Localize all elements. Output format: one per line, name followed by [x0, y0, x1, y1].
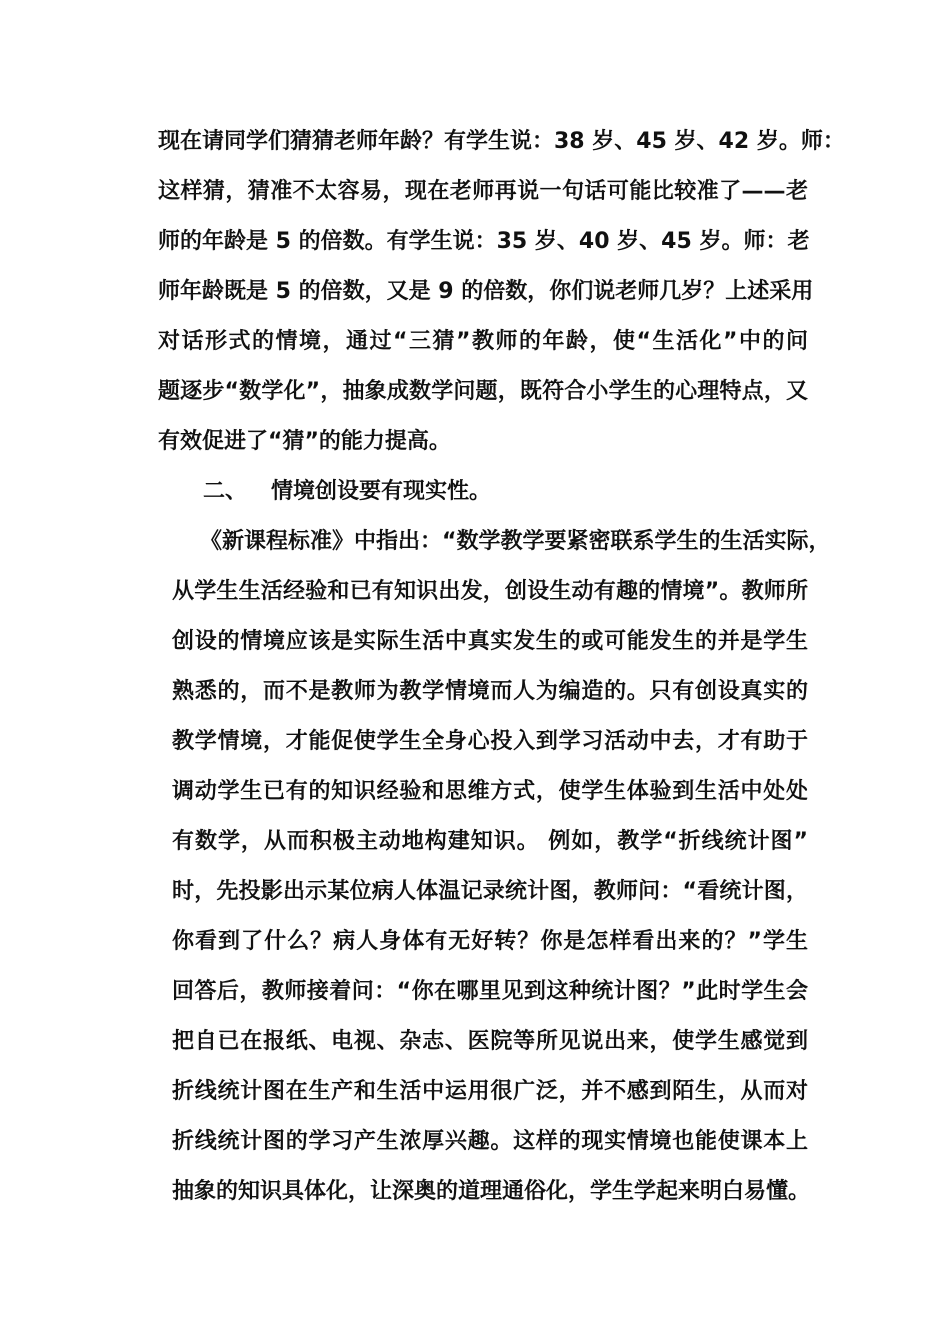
paragraph-line: 有数学，从而积极主动地构建知识。 例如，教学“折线统计图”: [172, 829, 808, 854]
paragraph-line: 师年龄既是 5 的倍数，又是 9 的倍数，你们说老师几岁？上述采用: [158, 279, 814, 304]
paragraph-line: 教学情境，才能促使学生全身心投入到学习活动中去，才有助于: [172, 729, 808, 754]
paragraph-line: 时，先投影出示某位病人体温记录统计图，教师问：“看统计图，: [172, 879, 808, 904]
paragraph-line: 调动学生已有的知识经验和思维方式，使学生体验到生活中处处: [172, 779, 808, 804]
paragraph-line: 题逐步“数学化”，抽象成数学问题，既符合小学生的心理特点，又: [158, 379, 808, 404]
paragraph-line: 现在请同学们猜猜老师年龄？有学生说：38 岁、45 岁、42 岁。师：: [158, 129, 845, 154]
paragraph-line: 熟悉的，而不是教师为教学情境而人为编造的。只有创设真实的: [172, 679, 808, 704]
paragraph-line: 你看到了什么？病人身体有无好转？你是怎样看出来的？”学生: [172, 929, 808, 954]
section-number: 二、: [203, 479, 248, 504]
paragraph-line: 抽象的知识具体化，让深奥的道理通俗化，学生学起来明白易懂。: [172, 1179, 811, 1204]
paragraph-line: 师的年龄是 5 的倍数。有学生说：35 岁、40 岁、45 岁。师：老: [158, 229, 810, 254]
paragraph-line: 从学生生活经验和已有知识出发，创设生动有趣的情境”。教师所: [172, 579, 808, 604]
paragraph-line: 有效促进了“猜”的能力提高。: [158, 429, 451, 454]
paragraph-line: 这样猜，猜准不太容易，现在老师再说一句话可能比较准了——老: [158, 179, 808, 204]
paragraph-line: 折线统计图的学习产生浓厚兴趣。这样的现实情境也能使课本上: [172, 1129, 808, 1154]
paragraph-line: 折线统计图在生产和生活中运用很广泛，并不感到陌生，从而对: [172, 1079, 808, 1104]
paragraph-line: 创设的情境应该是实际生活中真实发生的或可能发生的并是学生: [172, 629, 808, 654]
paragraph-line: 对话形式的情境，通过“三猜”教师的年龄，使“生活化”中的问: [158, 329, 808, 354]
paragraph-line: 《新课程标准》中指出：“数学教学要紧密联系学生的生活实际，: [200, 529, 831, 554]
section-heading: [203, 477, 491, 507]
paragraph-line: 回答后，教师接着问：“你在哪里见到这种统计图？”此时学生会: [172, 979, 808, 1004]
paragraph-line: 把自已在报纸、电视、杂志、医院等所见说出来，使学生感觉到: [172, 1029, 808, 1054]
section-title: 情境创设要有现实性。: [271, 479, 492, 504]
